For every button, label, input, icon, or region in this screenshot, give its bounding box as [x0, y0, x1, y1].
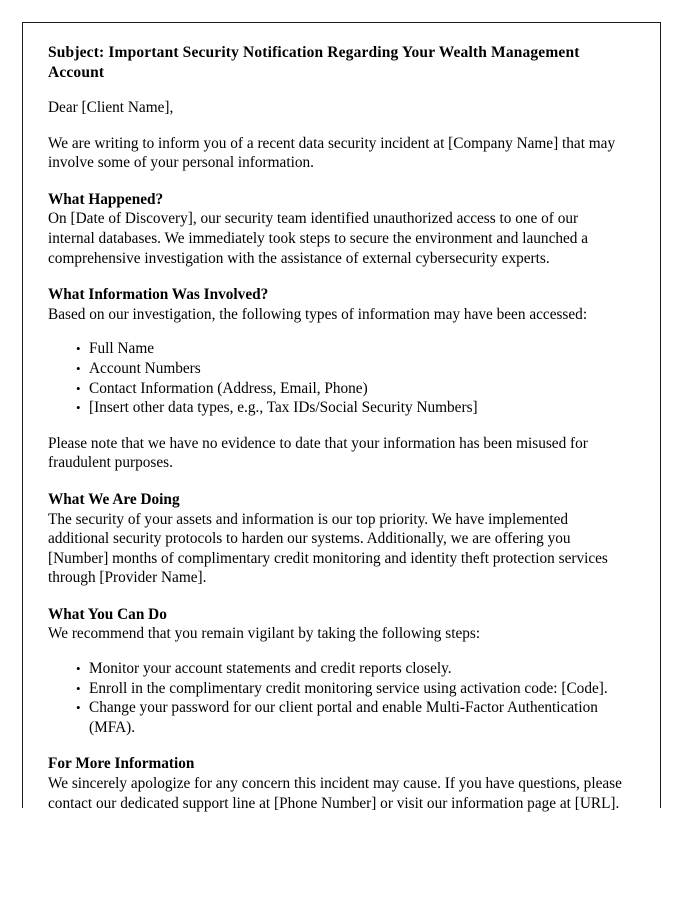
section-heading-what-information-was-involved: What Information Was Involved? [48, 286, 269, 304]
recommended-steps-list [48, 659, 626, 737]
information-types-list [48, 339, 626, 417]
salutation: Dear [Client Name], [48, 99, 174, 116]
intro-paragraph: We are writing to inform you of a recent data security incident at [Company Name] that may involve some of your personal information. [48, 134, 616, 172]
section-heading-what-you-can-do: What You Can Do [48, 605, 167, 623]
section-heading-what-we-are-doing: What We Are Doing [48, 490, 180, 508]
section-paragraph-what-information-was-involved: Based on our investigation, the following types of information may have been accessed: [48, 305, 588, 323]
list-item: • Full Name [48, 339, 626, 359]
list-item: • Account Numbers [48, 359, 626, 379]
section-paragraph-what-happened: On [Date of Discovery], our security team identified unauthorized access to one of our internal databases. We immediately took steps to secure the environment and launched a comprehensive investigation with the assistance of external cybersecurity experts. [48, 210, 589, 267]
section-paragraph-what-you-can-do: We recommend that you remain vigilant by taking the following steps: [48, 625, 481, 643]
list-item: • Change your password for our client portal and enable Multi-Factor Authentication (MFA). [48, 698, 626, 737]
section-heading-for-more-information: For More Information [48, 755, 195, 773]
document-subject-heading: Subject: Important Security Notification Regarding Your Wealth Management Account [48, 44, 580, 81]
list-item: • Monitor your account statements and credit reports closely. [48, 659, 626, 679]
section-paragraph-what-we-are-doing: The security of your assets and information is our top priority. We have implemented additional security protocols to harden our systems. Additionally, we are offering you [Number] months of complimentary credit monitoring and identity theft protection services through [Provider Name]. [48, 510, 608, 587]
document-content [23, 23, 660, 813]
section-heading-what-happened: What Happened? [48, 190, 164, 208]
document-page [22, 22, 661, 812]
list-item: • [Insert other data types, e.g., Tax IDs/Social Security Numbers] [48, 398, 626, 418]
list-item: • Contact Information (Address, Email, Phone) [48, 379, 626, 399]
no-evidence-paragraph: Please note that we have no evidence to date that your information has been misused for fraudulent purposes. [48, 434, 588, 472]
section-paragraph-for-more-information: We sincerely apologize for any concern this incident may cause. If you have questions, please contact our dedicated support line at [Phone Number] or visit our information page at [URL]. [48, 775, 622, 812]
list-item: • Enroll in the complimentary credit monitoring service using activation code: [Code]. [48, 679, 626, 699]
